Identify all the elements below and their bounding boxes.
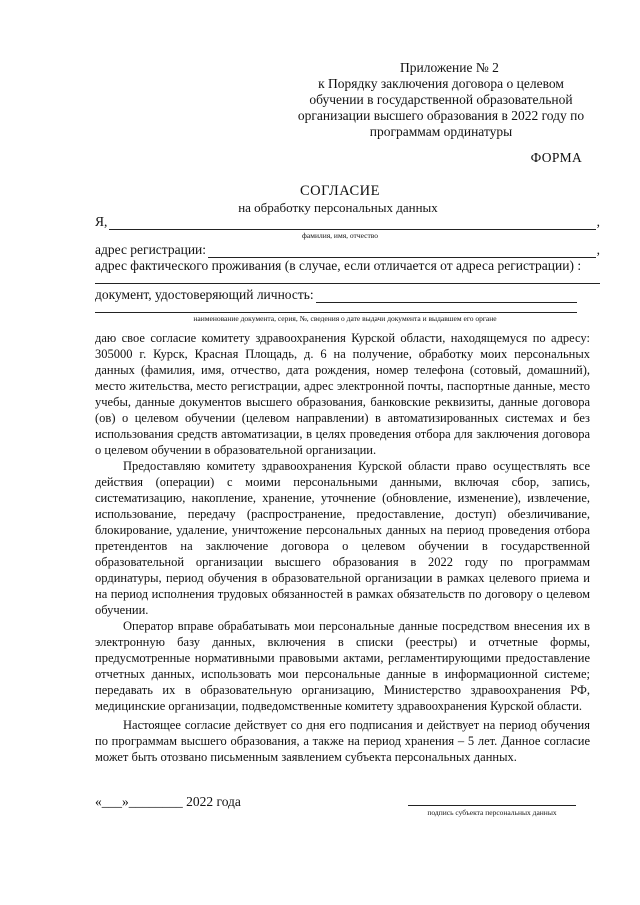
actual-address-blank-line (95, 283, 600, 284)
appendix-line: программам ординатуры (369, 124, 513, 139)
signature-line (408, 805, 576, 806)
consent-paragraph-3 (95, 618, 590, 714)
identity-document-second-line (95, 312, 577, 313)
date-line: «___»________ 2022 года (95, 794, 241, 809)
registration-address-blank-line (208, 245, 596, 258)
name-suffix: , (596, 214, 600, 229)
paragraph-text: Настоящее согласие действует со дня его подписания и действует на период обучения по программам высшего образования, а также на период хранения – 5 лет. Данное согласие может быть отозвано письменным заявлением субъекта персональных данных. (95, 718, 590, 764)
registration-address-field (95, 242, 600, 258)
identity-document-caption: наименование документа, серия, №, сведения о дате выдачи документа и выдавшем его органе (193, 314, 497, 323)
document-subtitle: на обработку персональных данных (238, 200, 438, 215)
name-caption: фамилия, имя, отчество (302, 231, 378, 240)
signature-caption: подпись субъекта персональных данных (427, 808, 557, 817)
name-blank-line (109, 217, 595, 230)
paragraph-text: Оператор вправе обрабатывать мои персональные данные посредством внесения их в электронную базу данных, включения в списки (реестры) и отчетные формы, предусмотренные нормативными правовыми актами, регламентирующими предоставление отчетных данных, использовать мои персональные данные в информационной системе; передавать их в образовательную организацию, Министерство здравоохранения РФ, медицинские организации, подведомственные комитету здравоохранения Курской области. (95, 619, 590, 713)
name-prefix: Я, (95, 214, 108, 229)
registration-address-suffix: , (596, 242, 600, 257)
actual-address-field (95, 258, 600, 274)
document-title: СОГЛАСИЕ (299, 183, 381, 199)
consent-paragraph-4 (95, 717, 590, 765)
consent-paragraph-2 (95, 458, 590, 618)
consent-paragraph-1 (95, 330, 590, 458)
appendix-line: организации высшего образования в 2022 году по (297, 108, 585, 123)
actual-address-label: адрес фактического проживания (в случае, если отличается от адреса регистрации) : (95, 258, 582, 273)
registration-address-label: адрес регистрации: (95, 242, 207, 257)
name-field (95, 214, 600, 230)
identity-document-blank-line (316, 290, 577, 303)
form-label: ФОРМА (530, 150, 582, 165)
appendix-line: обучении в государственной образовательной (309, 92, 573, 107)
identity-document-label: документ, удостоверяющий личность: (95, 287, 314, 302)
appendix-header (282, 60, 600, 140)
appendix-number: Приложение № 2 (400, 60, 499, 75)
paragraph-text: Предоставляю комитету здравоохранения Курской области право осуществлять все действия (операции) с моими персональными данными, включая сбор, запись, систематизацию, накопление, хранение, уточнение (обновление, изменение), извлечение, использование, передачу (распространение, предоставление, доступ) обезличивание, блокирование, удаление, уничтожение персональных данных на период проведения отбора претендентов на заключение договора о целевом обучении в государственной образовательной организации высшего образования в 2022 году по программам ординатуры, период обучения в образовательной организации в рамках целевого приема и на период исполнения трудовых обязанностей в рамках обязательств по договору о целевом обучении. (95, 459, 590, 617)
paragraph-text: даю свое согласие комитету здравоохранения Курской области, находящемуся по адресу: 305000 г. Курск, Красная Площадь, д. 6 на получение, обработку моих персональных данных (фамилия, имя, отчество, дата рождения, номер телефона (сотовый, домашний), место жительства, место регистрации, адрес электронной почты, паспортные данные, место учебы, данные документов высшего образования, банковские реквизиты, данные договора (ов) о целевом обучении (целевом направлении) в автоматизированных системах и без использования средств автоматизации, в целях проведения отбора для заключения договора о целевом обучении в образовательной организации. (95, 331, 590, 457)
appendix-line: к Порядку заключения договора о целевом (318, 76, 564, 91)
identity-document-field (95, 287, 577, 303)
